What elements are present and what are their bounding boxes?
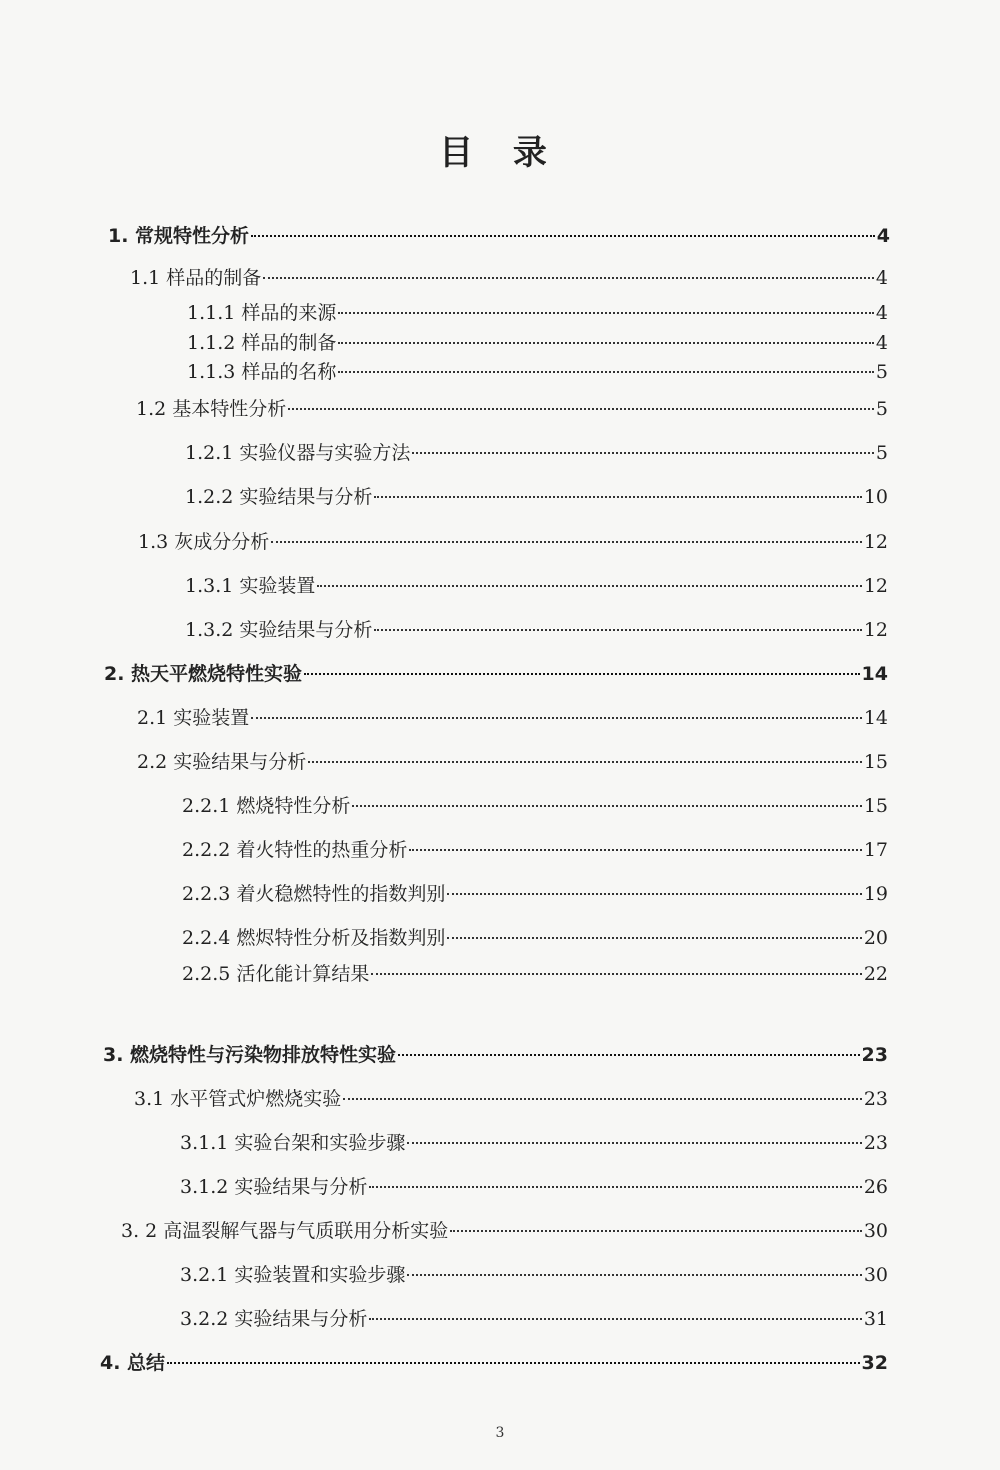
toc-entry-label: 1.1.2 样品的制备 [187, 332, 337, 354]
toc-entry-page: 4 [876, 225, 890, 247]
toc-entry-page: 20 [863, 927, 888, 949]
toc-dot-leader [338, 342, 874, 344]
toc-entry-4 [100, 1348, 888, 1378]
toc-entry-page: 4 [875, 267, 888, 289]
toc-entry-1-2-2 [185, 482, 888, 512]
toc-entry-2 [104, 659, 888, 689]
toc-entry-3-1-1 [180, 1128, 888, 1158]
toc-dot-leader [251, 717, 862, 719]
toc-dot-leader [374, 629, 861, 631]
toc-entry-1-2-1 [185, 438, 888, 468]
toc-entry-label: 3.2.1 实验装置和实验步骤 [180, 1264, 406, 1286]
toc-dot-leader [308, 761, 862, 763]
toc-entry-1-3-2 [185, 615, 888, 645]
toc-entry-label: 3.1 水平管式炉燃烧实验 [134, 1088, 342, 1110]
toc-dot-leader [271, 541, 862, 543]
toc-entry-page: 15 [863, 751, 888, 773]
toc-entry-label: 2.1 实验装置 [137, 707, 250, 729]
toc-entry-label: 1.3.1 实验装置 [185, 575, 316, 597]
toc-entry-page: 12 [863, 531, 888, 553]
toc-entry-1-1 [130, 263, 888, 293]
toc-entry-label: 1.1.3 样品的名称 [187, 361, 337, 383]
toc-dot-leader [447, 893, 861, 895]
toc-entry-page: 4 [875, 302, 888, 324]
toc-entry-label: 1.2 基本特性分析 [136, 398, 287, 420]
toc-entry-page: 26 [863, 1176, 888, 1198]
toc-dot-leader [167, 1362, 859, 1364]
toc-entry-3-1-2 [180, 1172, 888, 1202]
toc-entry-page: 22 [863, 963, 888, 985]
toc-entry-page: 5 [875, 442, 888, 464]
toc-dot-leader [407, 1142, 861, 1144]
toc-entry-page: 5 [875, 398, 888, 420]
toc-entry-1-1-3 [187, 357, 888, 387]
toc-entry-label: 1.3.2 实验结果与分析 [185, 619, 373, 641]
toc-entry-label: 2.2.5 活化能计算结果 [182, 963, 370, 985]
page-number: 3 [495, 1425, 505, 1441]
toc-entry-label: 4. 总结 [100, 1352, 166, 1374]
toc-entry-1-1-1 [187, 298, 888, 328]
toc-entry-label: 2. 热天平燃烧特性实验 [104, 663, 303, 685]
toc-entry-label: 3. 燃烧特性与污染物排放特性实验 [103, 1044, 397, 1066]
toc-dot-leader [338, 312, 874, 314]
toc-entry-1-3-1 [185, 571, 888, 601]
toc-entry-2-1 [137, 703, 888, 733]
toc-entry-2-2 [137, 747, 888, 777]
toc-entry-3-2-2 [180, 1304, 888, 1334]
toc-entry-page: 10 [863, 486, 888, 508]
toc-dot-leader [352, 805, 861, 807]
toc-entry-page: 23 [863, 1088, 888, 1110]
toc-entry-2-2-5 [182, 959, 888, 989]
toc-entry-label: 1.1.1 样品的来源 [187, 302, 337, 324]
toc-dot-leader [374, 496, 861, 498]
toc-entry-page: 15 [863, 795, 888, 817]
toc-dot-leader [450, 1230, 862, 1232]
toc-entry-3-2-1 [180, 1260, 888, 1290]
toc-entry-page: 31 [863, 1308, 888, 1330]
page-title: 目 录 [439, 133, 561, 173]
toc-entry-3-2 [121, 1216, 888, 1246]
toc-entry-2-2-2 [182, 835, 888, 865]
toc-entry-label: 1.2.1 实验仪器与实验方法 [185, 442, 411, 464]
toc-dot-leader [263, 277, 874, 279]
toc-entry-page: 23 [861, 1044, 888, 1066]
toc-entry-3 [103, 1040, 888, 1070]
toc-entry-page: 4 [875, 332, 888, 354]
toc-entry-label: 3.2.2 实验结果与分析 [180, 1308, 368, 1330]
toc-entry-page: 30 [863, 1264, 888, 1286]
toc-entry-label: 1.2.2 实验结果与分析 [185, 486, 373, 508]
toc-dot-leader [409, 849, 861, 851]
toc-entry-page: 23 [863, 1132, 888, 1154]
toc-entry-label: 2.2.4 燃烬特性分析及指数判别 [182, 927, 446, 949]
toc-entry-page: 12 [863, 619, 888, 641]
toc-entry-label: 2.2.1 燃烧特性分析 [182, 795, 351, 817]
toc-entry-label: 1. 常规特性分析 [108, 225, 250, 247]
toc-dot-leader [288, 408, 874, 410]
toc-entry-label: 2.2.2 着火特性的热重分析 [182, 839, 408, 861]
toc-dot-leader [251, 235, 875, 237]
toc-entry-2-2-4 [182, 923, 888, 953]
toc-dot-leader [407, 1274, 861, 1276]
toc-entry-label: 3.1.1 实验台架和实验步骤 [180, 1132, 406, 1154]
toc-dot-leader [317, 585, 861, 587]
toc-entry-3-1 [134, 1084, 888, 1114]
toc-dot-leader [343, 1098, 862, 1100]
toc-entry-label: 1.3 灰成分分析 [138, 531, 270, 553]
toc-dot-leader [338, 371, 874, 373]
toc-entry-page: 14 [863, 707, 888, 729]
toc-entry-label: 3.1.2 实验结果与分析 [180, 1176, 368, 1198]
toc-entry-page: 5 [875, 361, 888, 383]
toc-entry-page: 14 [861, 663, 888, 685]
toc-entry-1-3 [138, 527, 888, 557]
toc-dot-leader [398, 1054, 859, 1056]
toc-entry-label: 2.2.3 着火稳燃特性的指数判别 [182, 883, 446, 905]
toc-dot-leader [371, 973, 861, 975]
toc-entry-1-1-2 [187, 328, 888, 358]
toc-entry-label: 1.1 样品的制备 [130, 267, 262, 289]
toc-entry-page: 30 [863, 1220, 888, 1242]
toc-entry-page: 19 [863, 883, 888, 905]
toc-entry-page: 17 [863, 839, 888, 861]
toc-dot-leader [304, 673, 859, 675]
toc-dot-leader [369, 1318, 861, 1320]
toc-entry-1-2 [136, 394, 888, 424]
toc-entry-2-2-1 [182, 791, 888, 821]
toc-entry-2-2-3 [182, 879, 888, 909]
toc-entry-page: 12 [863, 575, 888, 597]
toc-dot-leader [412, 452, 874, 454]
toc-entry-label: 3. 2 高温裂解气器与气质联用分析实验 [121, 1220, 449, 1242]
toc-entry-label: 2.2 实验结果与分析 [137, 751, 307, 773]
toc-entry-page: 32 [861, 1352, 888, 1374]
toc-entry-1 [108, 221, 890, 251]
toc-dot-leader [447, 937, 861, 939]
toc-dot-leader [369, 1186, 861, 1188]
